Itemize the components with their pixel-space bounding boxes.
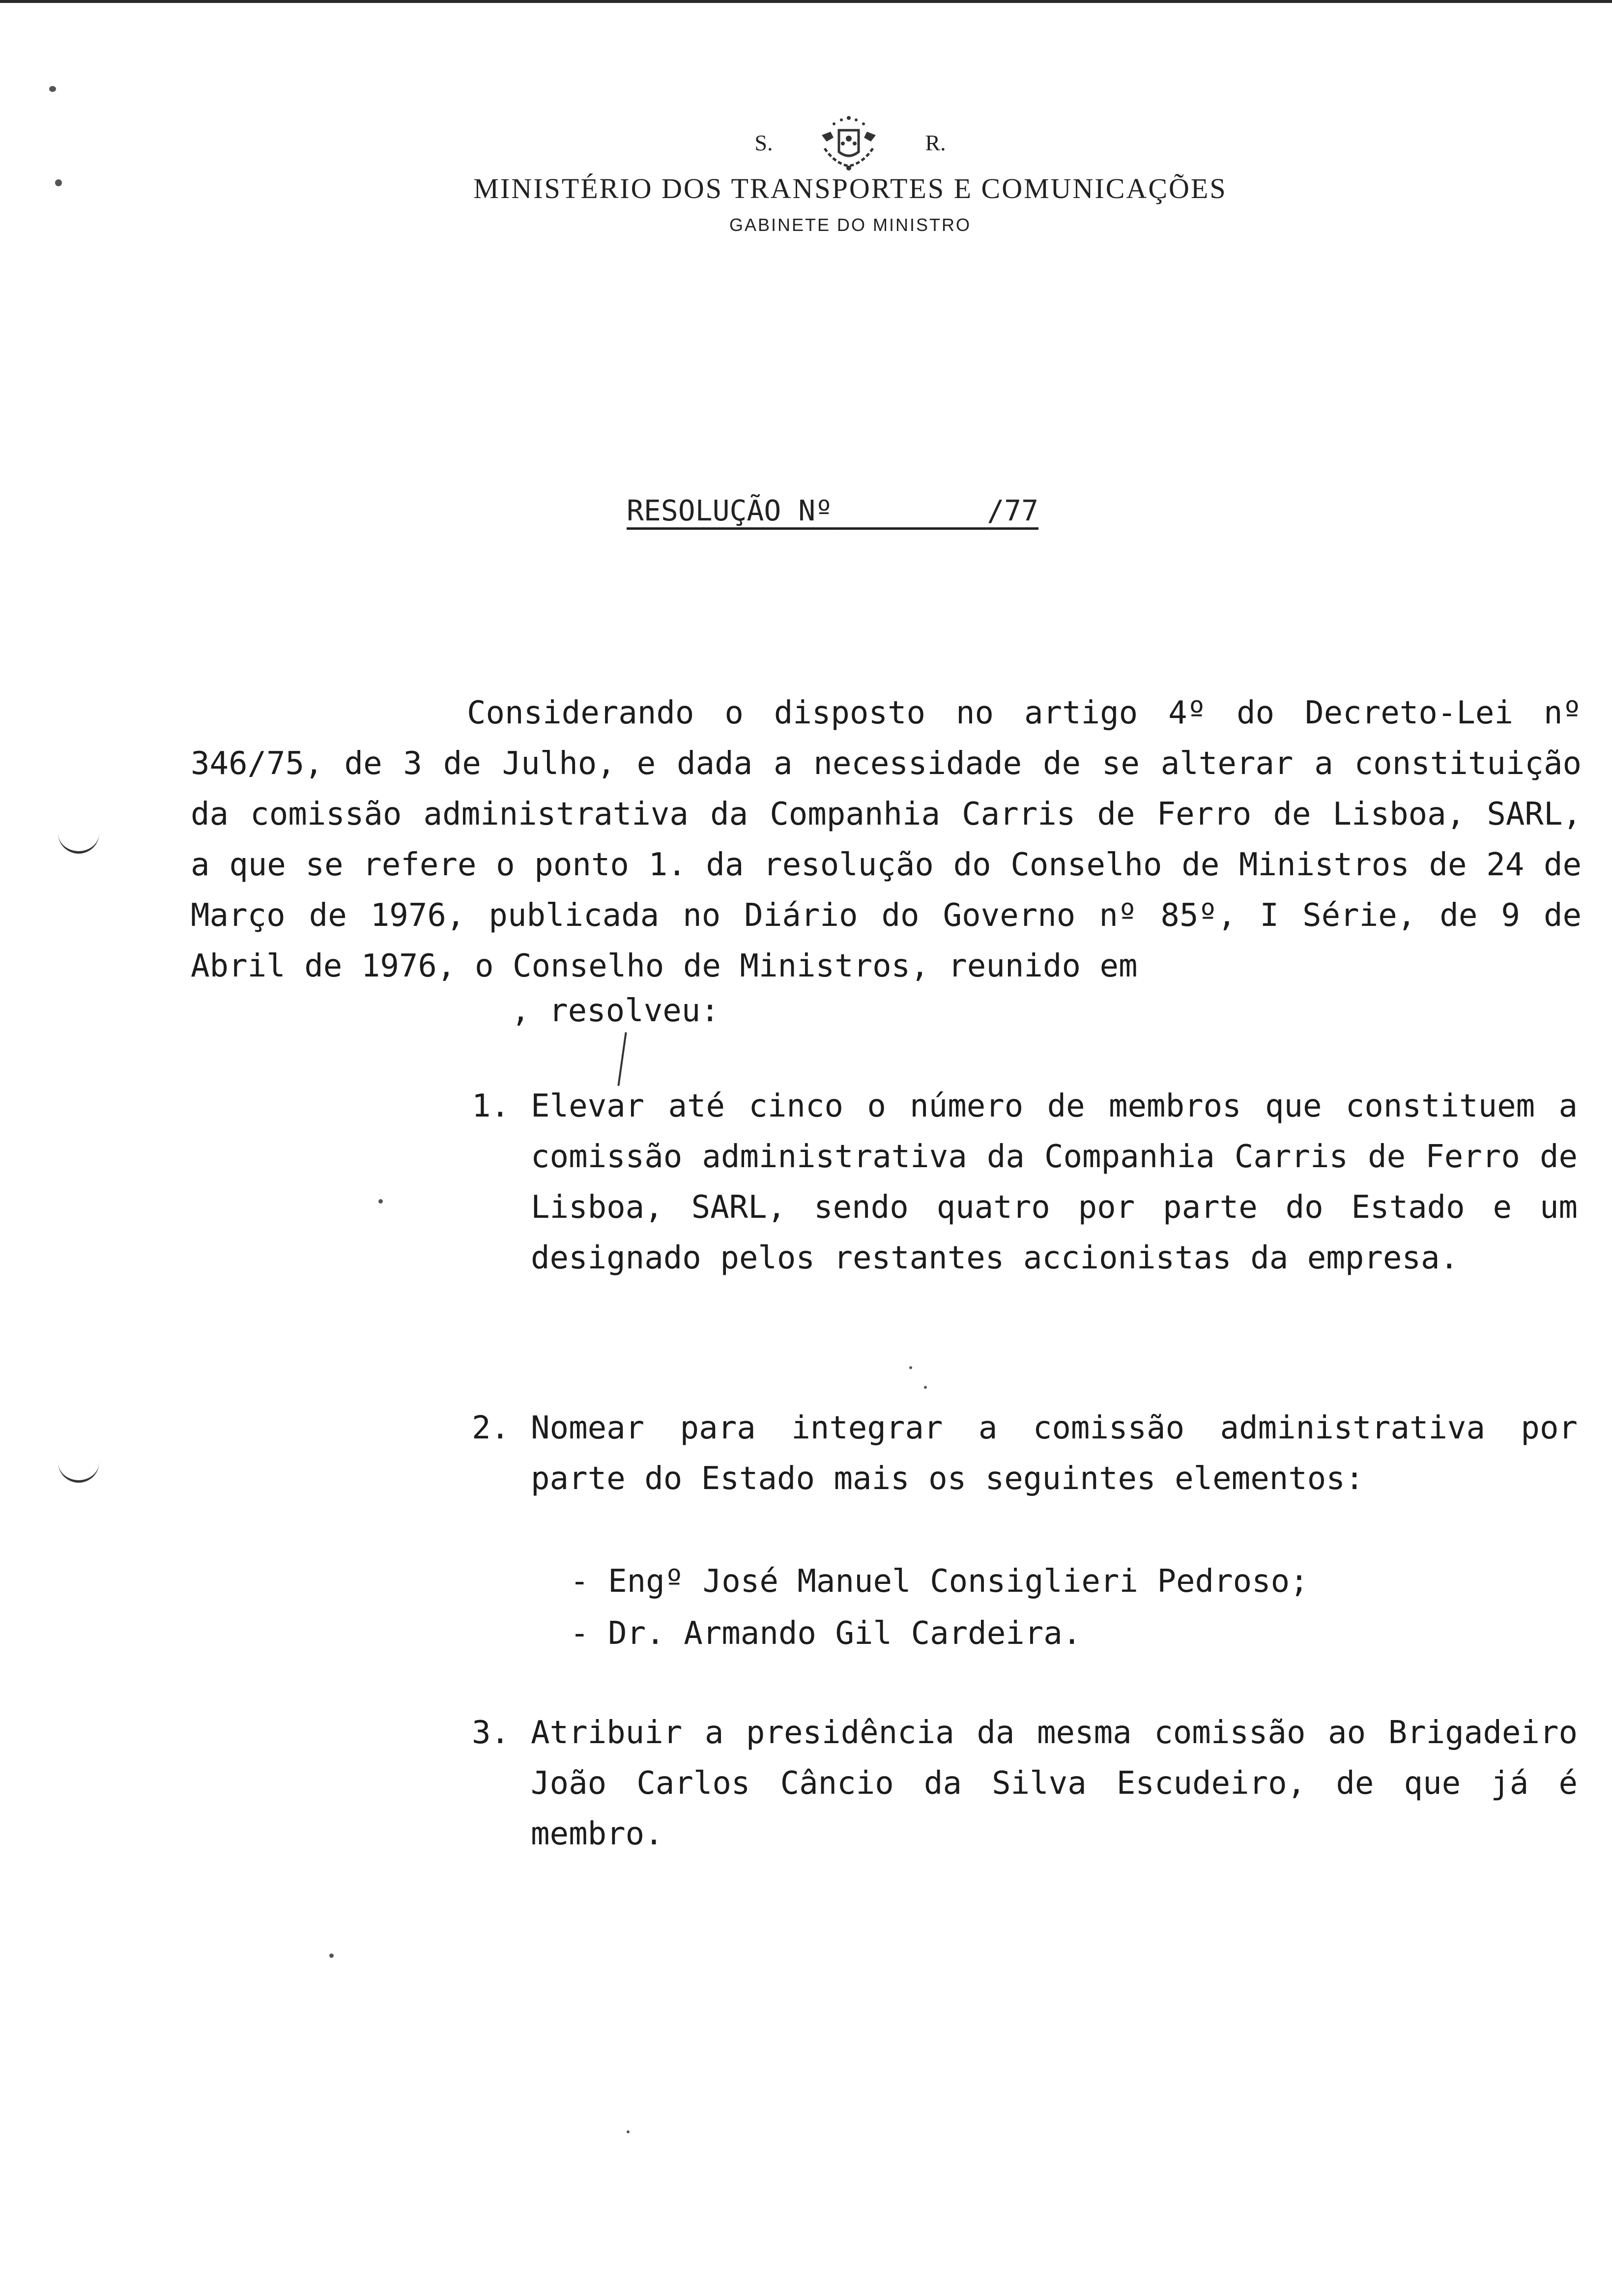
- ministry-name: MINISTÉRIO DOS TRANSPORTES E COMUNICAÇÕES: [473, 172, 1227, 204]
- letterhead: [0, 113, 1612, 235]
- scan-top-edge: [0, 0, 1612, 3]
- coat-of-arms-emblem: [792, 113, 905, 172]
- resolution-title: [627, 494, 1038, 527]
- right-initial: R.: [925, 130, 946, 155]
- resolution-item: [472, 1708, 1578, 1860]
- resolution-number: /77: [987, 494, 1039, 527]
- scan-speck: [49, 86, 56, 92]
- item-number: 1.: [472, 1088, 510, 1124]
- scan-speck: [378, 1199, 383, 1204]
- cabinet-name: GABINETE DO MINISTRO: [729, 215, 972, 235]
- preamble-text: Considerando o disposto no artigo 4º do Decreto-Lei nº 346/75, de 3 de Julho, e dada a necessidade de se alterar a constituição da comissão administrativa da Companhia Carris de Ferro de Lisboa, SARL, a que se refere o ponto 1. da resolução do Conselho de Ministros de 24 de Março de 1976, publicada no Diário do Governo nº 85º, I Série, de 9 de Abril de 1976, o Conselho de Ministros, reunido em: [191, 695, 1582, 984]
- binder-hole-mark: [58, 1461, 99, 1483]
- item-number: 2.: [472, 1410, 510, 1446]
- resolution-item: [472, 1081, 1578, 1284]
- resolution-title-prefix: RESOLUÇÃO Nº: [627, 494, 833, 527]
- scan-speck: [924, 1386, 927, 1389]
- binder-hole-mark: [58, 832, 99, 854]
- scan-speck: [627, 2130, 630, 2133]
- member-item: - Dr. Armando Gil Cardeira.: [570, 1615, 1082, 1652]
- member-item: - Engº José Manuel Consiglieri Pedroso;: [570, 1563, 1309, 1600]
- item-number: 3.: [472, 1715, 510, 1751]
- scan-speck: [909, 1366, 912, 1369]
- pen-mark: [617, 1032, 627, 1086]
- preamble-paragraph: [191, 688, 1582, 992]
- item-text: Nomear para integrar a comissão administrativa por parte do Estado mais os seguintes elementos:: [531, 1410, 1578, 1497]
- member-list: [570, 1555, 1309, 1660]
- item-text: Elevar até cinco o número de membros que constituem a comissão administrativa da Companhia Carris de Ferro de Lisboa, SARL, sendo quatro por parte do Estado e um designado pelos restantes accionistas da empresa.: [531, 1088, 1578, 1276]
- resolveu-text: , resolveu:: [511, 993, 720, 1029]
- left-initial: S.: [754, 130, 773, 155]
- scan-speck: [329, 1953, 334, 1958]
- item-text: Atribuir a presidência da mesma comissão ao Brigadeiro João Carlos Câncio da Silva Escudeiro, de que já é membro.: [531, 1715, 1578, 1852]
- resolution-item: [472, 1403, 1578, 1504]
- letterhead-emblem-line: [0, 113, 1612, 172]
